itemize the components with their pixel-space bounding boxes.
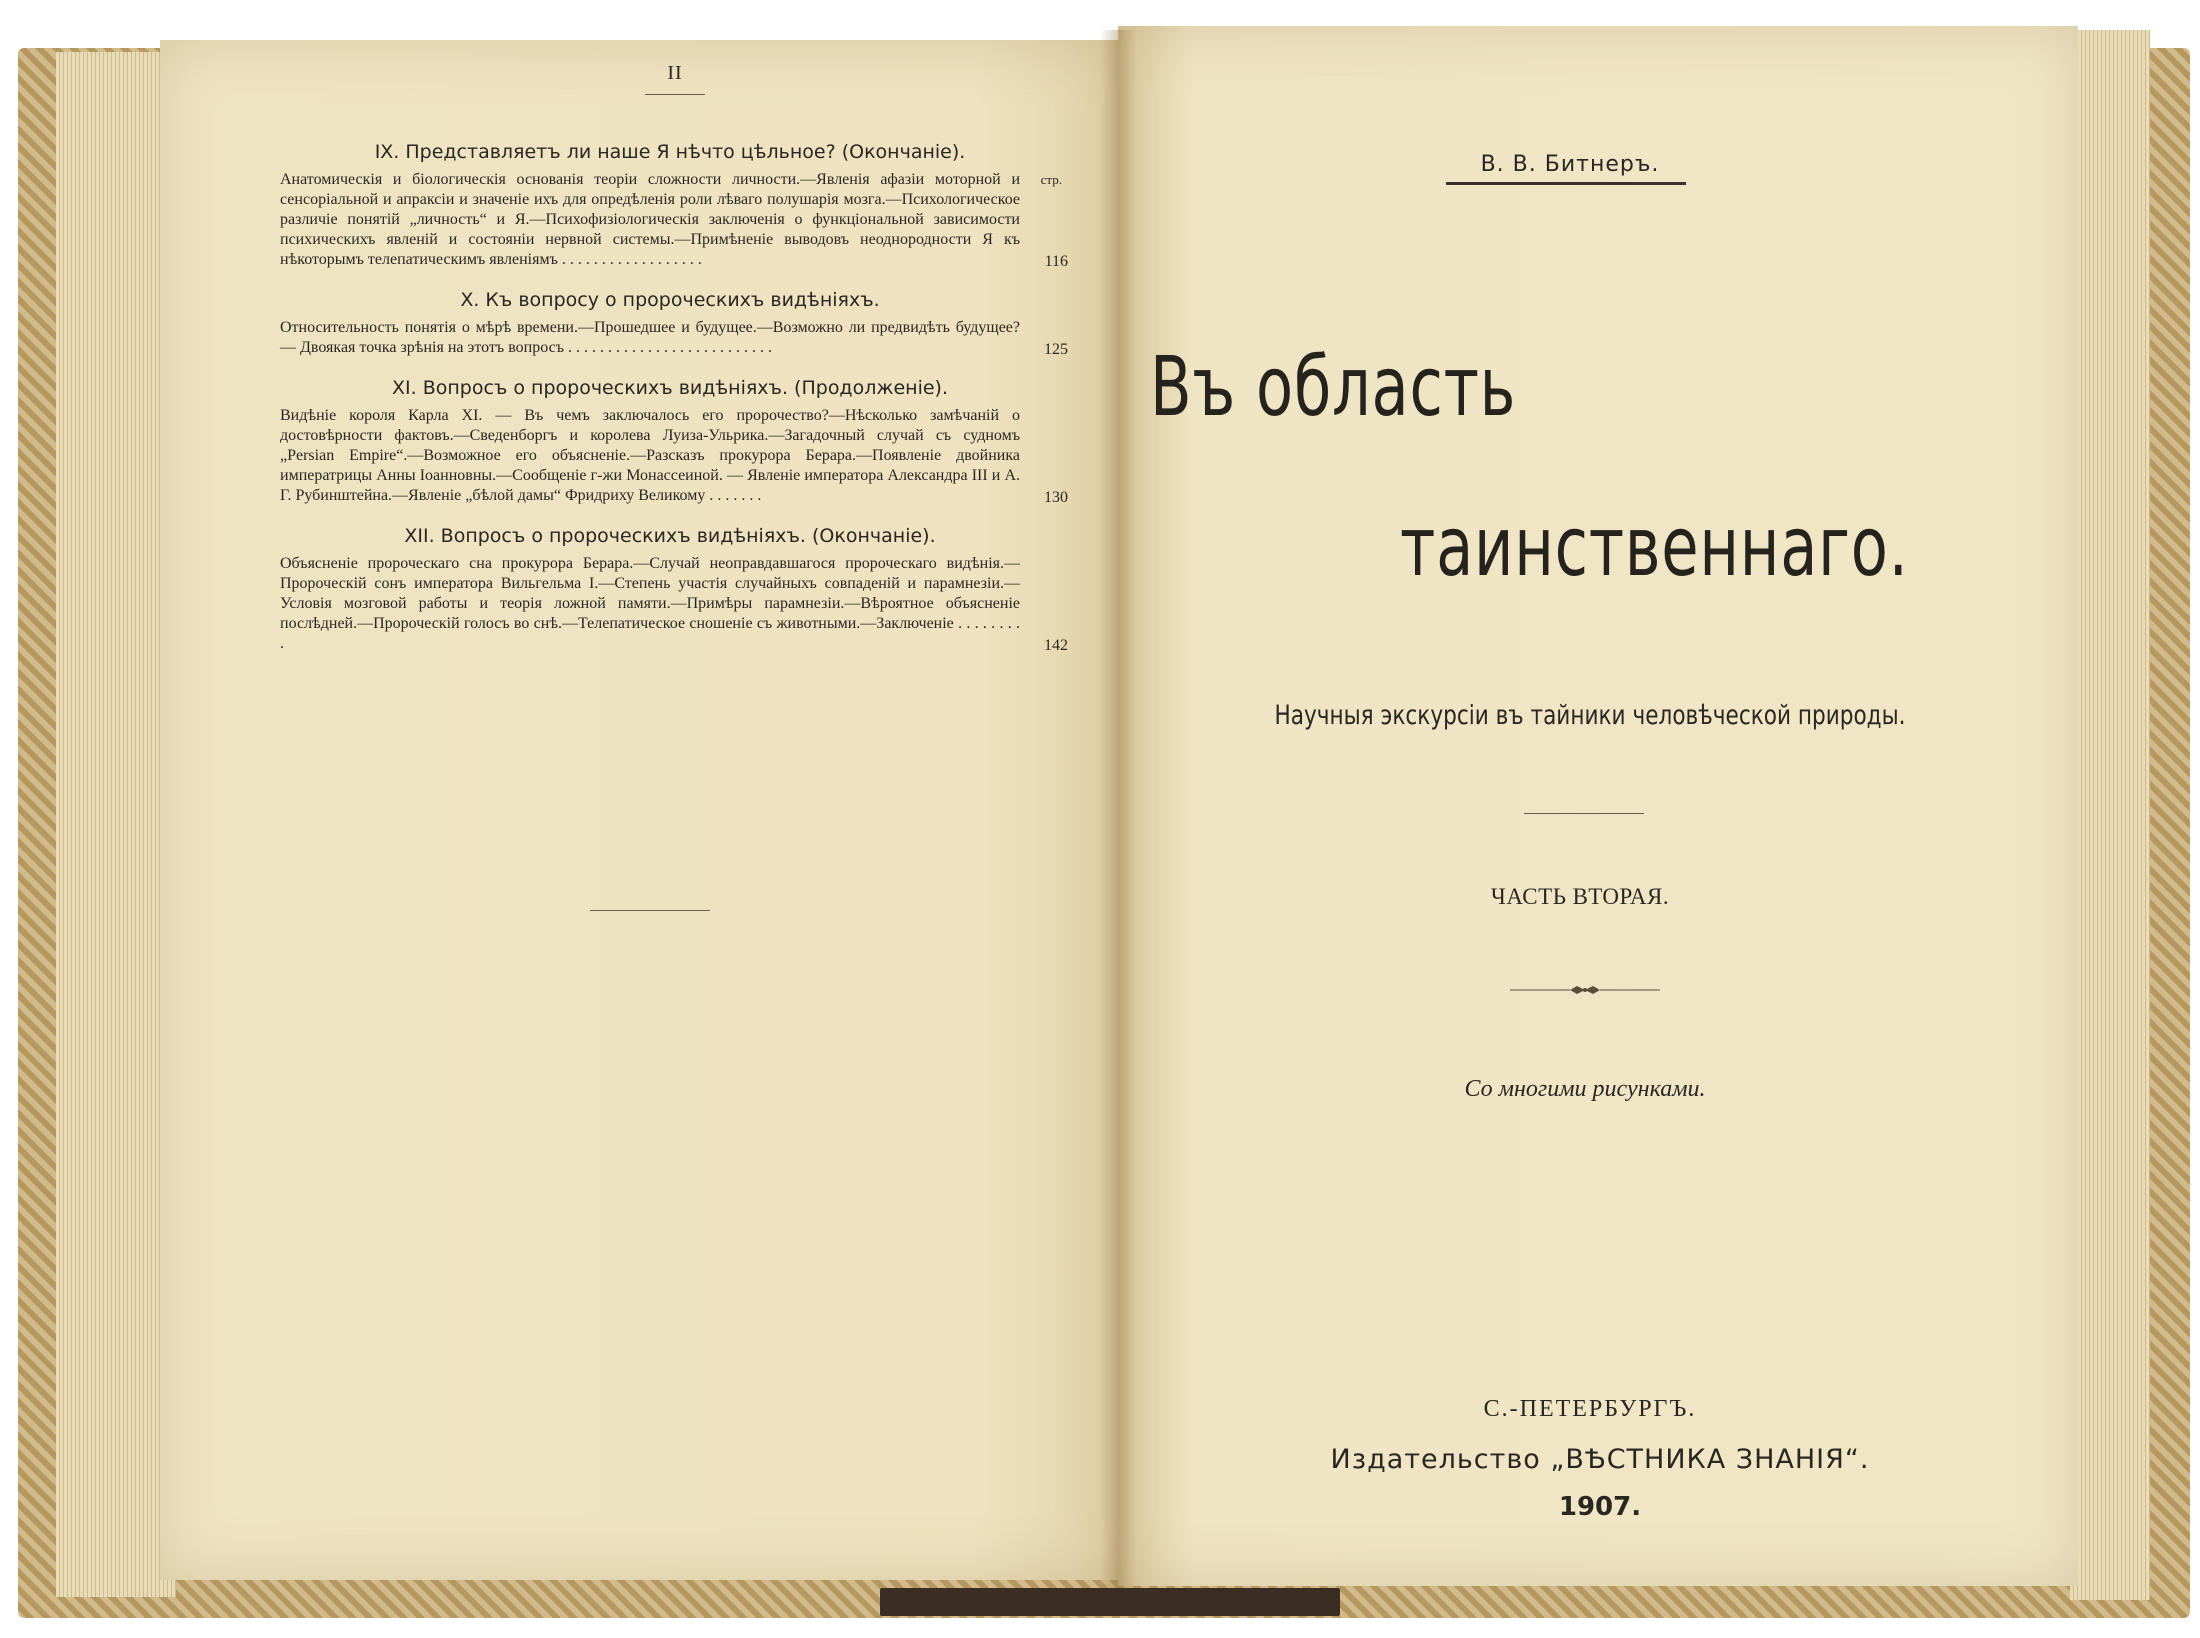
- toc-chapter-xii: [280, 524, 1068, 654]
- book-title-line-1: Въ область: [1150, 340, 1517, 435]
- chapter-page-number: 125: [1044, 341, 1068, 358]
- part-label: ЧАСТЬ ВТОРАЯ.: [1490, 884, 1670, 909]
- book-title-line-2: таинственнаго.: [1400, 500, 1909, 595]
- divider-rule: [1524, 813, 1644, 814]
- publication-year: 1907.: [1558, 1492, 1642, 1522]
- page-edges-left: [56, 52, 176, 1597]
- toc-chapter-x: [280, 288, 1068, 358]
- chapter-summary-text: Объясненіе пророческаго сна прокурора Берара.—Случай неоправдавшагося пророческаго видѣнія.—Пророческій сонъ императора Вильгельма I.—Степень участія случайныхъ совпаденій и парамнезіи.—Условія мозговой работы и теорія ложной памяти.—Примѣры парамнезіи.—Вѣроятное объясненіе послѣдней.—Пророческій голосъ во снѣ.—Телепатическое сношеніе съ животными.—Заключеніе . . . . . . . . .: [280, 555, 1020, 652]
- chapter-summary: [280, 406, 1068, 506]
- chapter-page-number: 142: [1044, 637, 1068, 654]
- ornament-icon: [1510, 980, 1660, 1000]
- page-number-rule: [645, 94, 705, 95]
- toc-chapter-xi: [280, 376, 1068, 506]
- end-rule: [590, 910, 710, 911]
- chapter-summary: [280, 170, 1068, 270]
- chapter-summary-text: Видѣніе короля Карла XI. — Въ чемъ заключалось его пророчество?—Нѣсколько замѣчаній о достовѣрности фактовъ.—Сведенборгъ и королева Луиза-Ульрика.—Загадочный случай съ судномъ „Persian Empire“.—Возможное его объясненіе.—Разсказъ прокурора Берара.—Появленіе двойника императрицы Анны Іоанновны.—Сообщеніе г-жи Монассеиной. — Явленіе императора Александра III и А. Г. Рубинштейна.—Явленіе „бѣлой дамы“ Фридриху Великому . . . . . . .: [280, 407, 1020, 504]
- chapter-summary: [280, 554, 1068, 654]
- chapter-page-number: 130: [1044, 489, 1068, 506]
- right-page: [1118, 26, 2078, 1586]
- author-underline: [1446, 182, 1686, 185]
- gutter-shadow: [1100, 30, 1136, 1590]
- table-of-contents: [280, 140, 1068, 672]
- chapter-title: XI. Вопросъ о пророческихъ видѣніяхъ. (Продолженіе).: [392, 377, 948, 399]
- publication-city: С.-ПЕТЕРБУРГЪ.: [1483, 1396, 1697, 1422]
- chapter-summary: [280, 318, 1068, 358]
- chapter-page-number: 116: [1044, 253, 1068, 270]
- author-name: В. В. Битнеръ.: [1480, 152, 1660, 177]
- chapter-title: XII. Вопросъ о пророческихъ видѣніяхъ. (Окончаніе).: [404, 525, 936, 547]
- toc-chapter-ix: [280, 140, 1068, 270]
- publisher: Издательство „ВѢСТНИКА ЗНАНІЯ“.: [1330, 1444, 1870, 1475]
- page-number: II: [667, 62, 683, 84]
- illustrations-note: Со многими рисунками.: [1464, 1076, 1706, 1102]
- chapter-title: X. Къ вопросу о пророческихъ видѣніяхъ.: [460, 289, 880, 311]
- chapter-title: IX. Представляетъ ли наше Я нѣчто цѣльное? (Окончаніе).: [374, 141, 966, 163]
- chapter-summary-text: Относительность понятія о мѣрѣ времени.—Прошедшее и будущее.—Возможно ли предвидѣть будущее? — Двоякая точка зрѣнія на этотъ вопросъ . . . . . . . . . . . . . . . . . . . . . . . . . .: [280, 319, 1020, 356]
- chapter-summary-text: Анатомическія и біологическія основанія теоріи сложности личности.—Явленія афазіи моторной и сенсоріальной и апраксіи и значеніе ихъ для опредѣленія роли лѣваго полушарія мозга.—Психологическое различіе понятій „личность“ и Я.—Психофизіологическія заключенія о функціональной зависимости психическихъ явленій и состояніи нервной системы.—Примѣненіе выводовъ неоднородности Я къ нѣкоторымъ телепатическимъ явленіямъ . . . . . . . . . . . . . . . . . .: [280, 171, 1020, 268]
- page-edges-right: [2070, 30, 2150, 1600]
- book-subtitle: Научныя экскурсіи въ тайники человѣческой природы.: [1274, 700, 1906, 731]
- spine-binding: [880, 1588, 1340, 1616]
- page-column-label: стр.: [1040, 172, 1062, 187]
